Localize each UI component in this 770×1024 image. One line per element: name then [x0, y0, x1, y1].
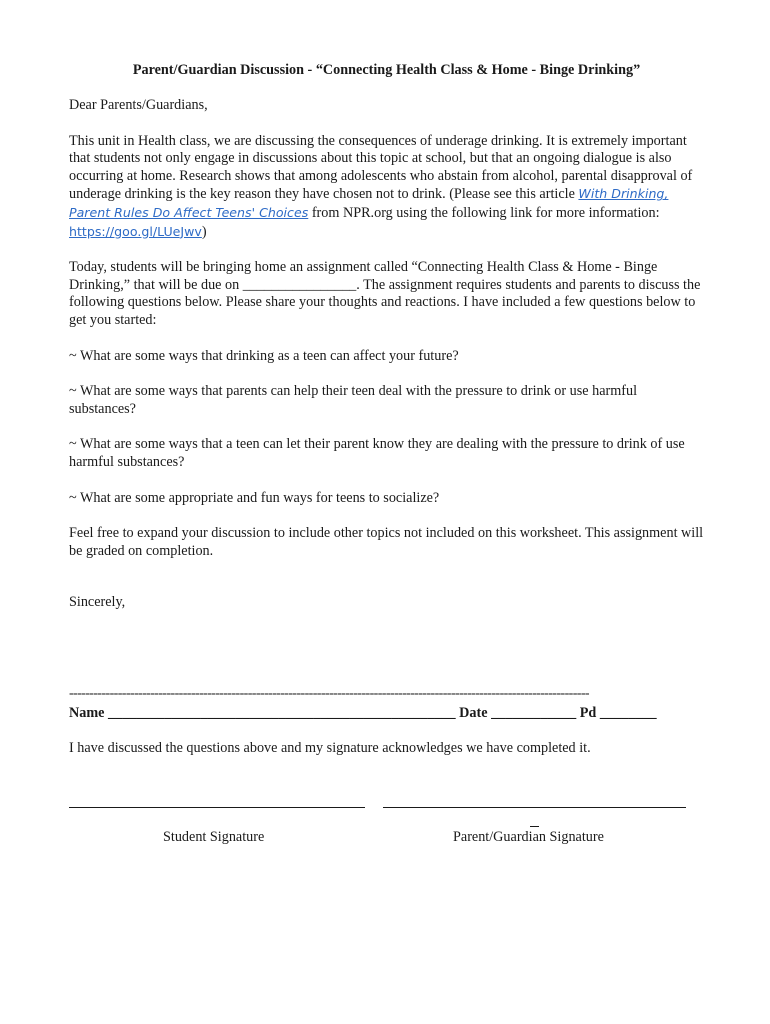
intro-text-middle: from NPR.org using the following link for more information: — [308, 204, 660, 221]
acknowledgement-text: I have discussed the questions above and my signature acknowledges we have completed it. — [69, 740, 591, 756]
sign-off: Sincerely, — [69, 594, 126, 611]
student-signature-label: Student Signature — [163, 829, 265, 845]
date-field[interactable]: ____________ — [487, 705, 580, 721]
npr-article-link[interactable]: With Drinking, Parent Rules Do Affect Teens' Choices — [69, 186, 669, 220]
intro-paragraph — [69, 133, 705, 242]
date-label: Date — [459, 705, 488, 721]
period-label: Pd — [579, 705, 597, 721]
question-item: ~ What are some appropriate and fun ways for teens to socialize? — [69, 489, 440, 506]
greeting: Dear Parents/Guardians, — [69, 97, 208, 113]
parent-signature-label: Parent/Guardian Signature — [453, 829, 604, 845]
name-field[interactable]: _________________________________________________ — [104, 705, 460, 721]
assignment-paragraph: Today, students will be bringing home an assignment called “Connecting Health Class & Home - Binge Drinking,” that will be due on ________________. The assignment requires students and parents to discuss the following questions below. Please share your thoughts and reactions. I have included a few questions below to get you started: — [69, 259, 701, 328]
signature-label-mark — [530, 826, 539, 827]
name-label: Name — [69, 705, 105, 721]
question-item: ~ What are some ways that drinking as a teen can affect your future? — [69, 347, 459, 364]
short-url-link[interactable]: https://goo.gl/LUeJwv — [69, 223, 202, 239]
letter-body — [69, 62, 705, 612]
intro-text-start: This unit in Health class, we are discussing the consequences of underage drinking. It is extremely important that students not only engage in discussions about this topic at school, but that an ongoing dialogue is also occurring at home. Research shows that among adolescents who abstain from alcohol, parental disapproval of underage drinking is the key reason they have chosen not to drink. (Please see this article — [69, 132, 693, 203]
document-title: Parent/Guardian Discussion - “Connecting Health Class & Home - Binge Drinking” — [132, 62, 641, 78]
intro-text-end: ) — [201, 223, 207, 240]
question-item: ~ What are some ways that parents can help their teen deal with the pressure to drink or use harmful substances? — [69, 383, 638, 417]
question-item: ~ What are some ways that a teen can let their parent know they are dealing with the pressure to drink of use harmful substances? — [69, 436, 685, 470]
closing-paragraph: Feel free to expand your discussion to include other topics not included on this worksheet. This assignment will be graded on completion. — [69, 525, 704, 559]
period-field[interactable]: ________ — [596, 705, 657, 721]
student-signature-line[interactable] — [69, 807, 365, 808]
cut-line-divider: -------------------------------------------------------------------------------------------------------------------------------- — [69, 686, 589, 701]
parent-signature-line[interactable] — [383, 807, 686, 808]
name-date-period-row — [69, 705, 709, 722]
